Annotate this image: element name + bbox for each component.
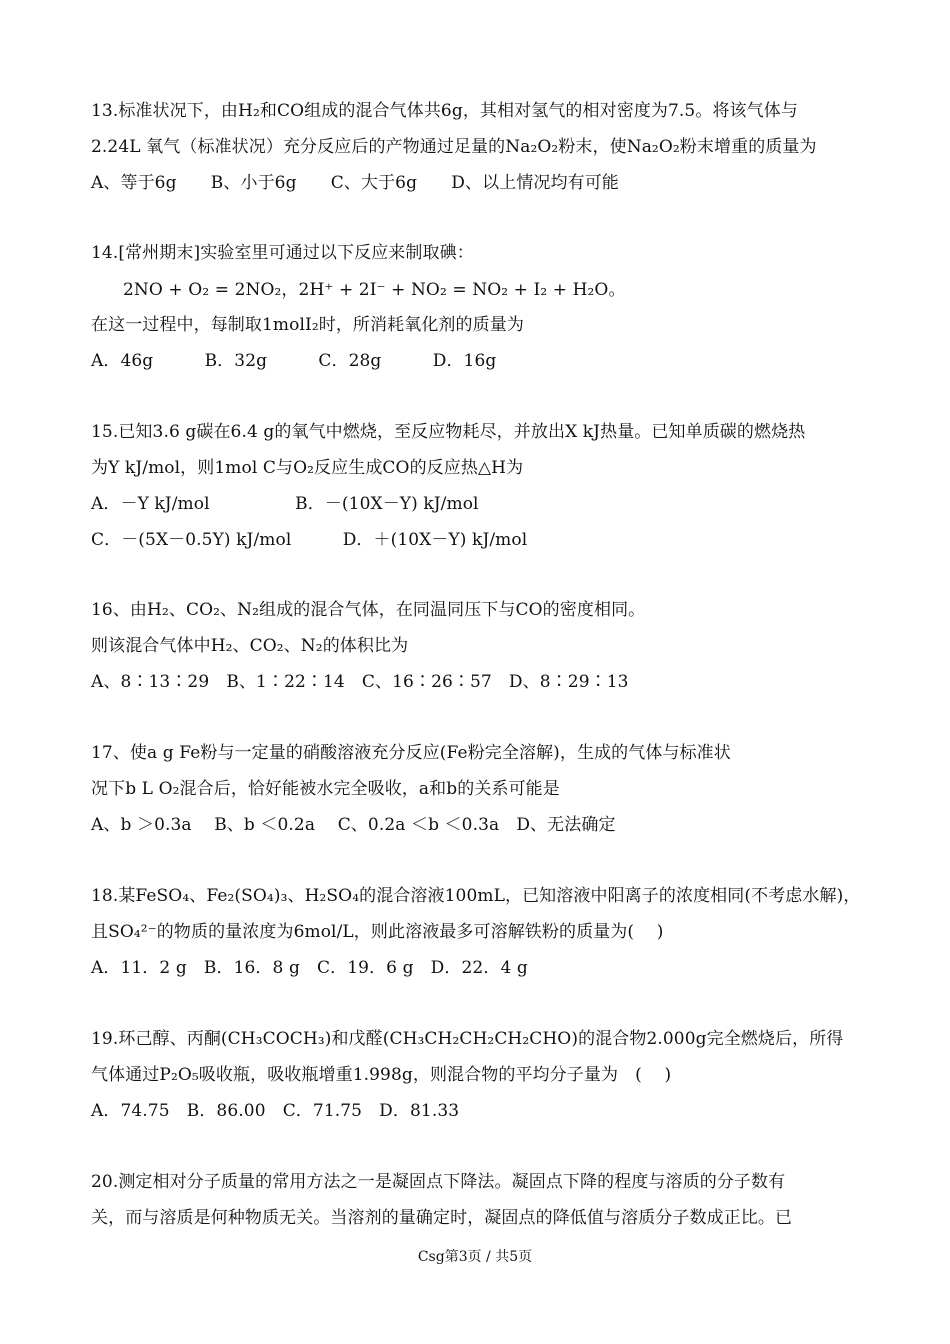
q15-options-ab: A．－Y kJ/mol B．－(10X－Y) kJ/mol xyxy=(91,494,479,514)
q14-line-3: 在这一过程中，每制取1molI₂时，所消耗氧化剂的质量为 xyxy=(91,315,524,335)
q16-line-2: 则该混合气体中H₂、CO₂、N₂的体积比为 xyxy=(91,636,409,656)
q13-options: A、等于6g B、小于6g C、大于6g D、以上情况均有可能 xyxy=(91,173,619,193)
q19-line-2: 气体通过P₂O₅吸收瓶，吸收瓶增重1.998g，则混合物的平均分子量为 ( ) xyxy=(91,1065,672,1085)
q16-line-1: 16、由H₂、CO₂、N₂组成的混合气体，在同温同压下与CO的密度相同。 xyxy=(91,600,646,620)
q14-options: A．46g B．32g C．28g D．16g xyxy=(91,351,497,371)
q18-line-1: 18.某FeSO₄、Fe₂(SO₄)₃、H₂SO₄的混合溶液100mL，已知溶液中阳离子的浓度相同(不考虑水解)， xyxy=(91,886,861,906)
q17-line-2: 况下b L O₂混合后，恰好能被水完全吸收，a和b的关系可能是 xyxy=(91,779,560,799)
q15-line-1: 15.已知3.6 g碳在6.4 g的氧气中燃烧，至反应物耗尽，并放出X kJ热量。已知单质碳的燃烧热 xyxy=(91,422,806,442)
q13-line-2: 2.24L 氧气（标准状况）充分反应后的产物通过足量的Na₂O₂粉末，使Na₂O₂粉末增重的质量为 xyxy=(91,137,817,157)
q20-line-2: 关，而与溶质是何种物质无关。当溶剂的量确定时，凝固点的降低值与溶质分子数成正比。已 xyxy=(91,1208,793,1228)
q14-equation: 2NO + O₂ = 2NO₂，2H⁺ + 2I⁻ + NO₂ = NO₂ + I₂ + H₂O。 xyxy=(123,280,626,300)
q13-line-1: 13.标准状况下，由H₂和CO组成的混合气体共6g，其相对氢气的相对密度为7.5。将该气体与 xyxy=(91,101,798,121)
q15-options-cd: C．－(5X－0.5Y) kJ/mol D．＋(10X－Y) kJ/mol xyxy=(91,530,528,550)
q17-options: A、b ＞0.3a B、b ＜0.2a C、0.2a ＜b ＜0.3a D、无法确定 xyxy=(91,815,616,835)
q16-options: A、8∶13∶29 B、1∶22∶14 C、16∶26∶57 D、8∶29∶13 xyxy=(91,672,629,692)
q17-line-1: 17、使a g Fe粉与一定量的硝酸溶液充分反应(Fe粉完全溶解)，生成的气体与标准状 xyxy=(91,743,731,763)
q20-line-1: 20.测定相对分子质量的常用方法之一是凝固点下降法。凝固点下降的程度与溶质的分子数有 xyxy=(91,1172,786,1192)
q19-options: A．74.75 B．86.00 C．71.75 D．81.33 xyxy=(91,1101,460,1121)
q15-line-2: 为Y kJ/mol，则1mol C与O₂反应生成CO的反应热△H为 xyxy=(91,458,524,478)
q18-options: A．11．2 g B．16．8 g C．19．6 g D．22．4 g xyxy=(91,958,528,978)
q14-line-1: 14.[常州期末]实验室里可通过以下反应来制取碘： xyxy=(91,243,474,263)
q18-line-2: 且SO₄²⁻的物质的量浓度为6mol/L，则此溶液最多可溶解铁粉的质量为( ) xyxy=(91,922,664,942)
page-footer: Csg第3页 / 共5页 xyxy=(417,1249,533,1265)
q19-line-1: 19.环己醇、丙酮(CH₃COCH₃)和戊醛(CH₃CH₂CH₂CH₂CHO)的混合物2.000g完全燃烧后，所得 xyxy=(91,1029,844,1049)
